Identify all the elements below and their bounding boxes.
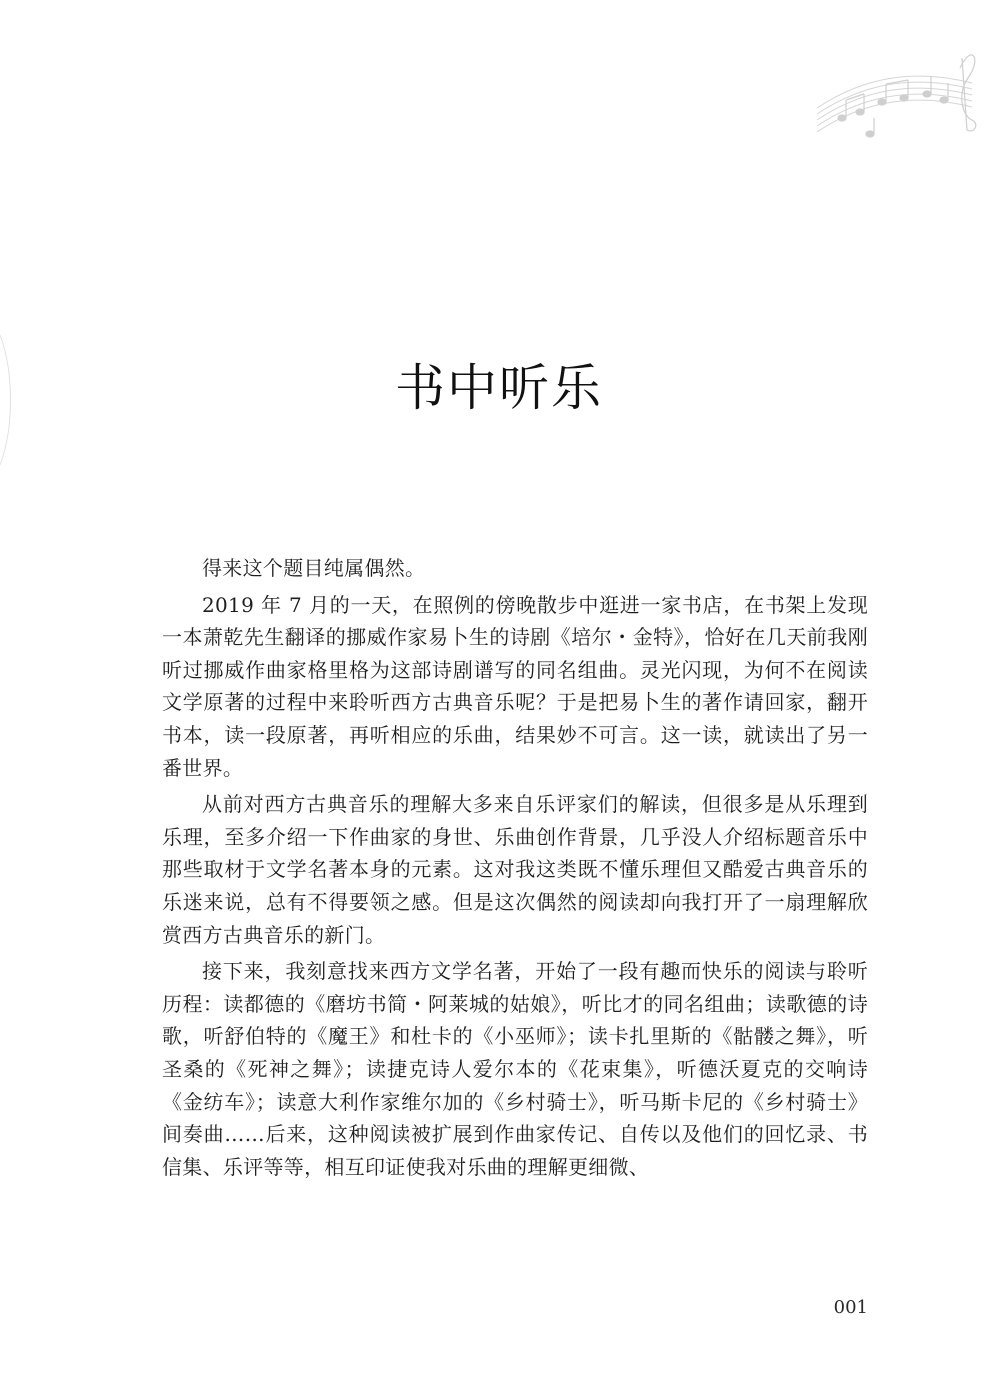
body-text	[162, 552, 868, 1183]
page-number: 001	[833, 1297, 868, 1318]
paragraph: 2019 年 7 月的一天，在照例的傍晚散步中逛进一家书店，在书架上发现一本萧乾先生翻译的挪威作家易卜生的诗剧《培尔・金特》，恰好在几天前我刚听过挪威作曲家格里格为这部诗剧谱写的同名组曲。灵光闪现，为何不在阅读文学原著的过程中来聆听西方古典音乐呢？于是把易卜生的著作请回家，翻开书本，读一段原著，再听相应的乐曲，结果妙不可言。这一读，就读出了另一番世界。	[162, 592, 868, 780]
music-staff-notes-icon	[812, 38, 982, 168]
chapter-title: 书中听乐	[395, 359, 603, 417]
paragraph: 得来这个题目纯属偶然。	[202, 556, 426, 580]
paragraph: 接下来，我刻意找来西方文学名著，开始了一段有趣而快乐的阅读与聆听历程：读都德的《磨坊书简・阿莱城的姑娘》，听比才的同名组曲；读歌德的诗歌，听舒伯特的《魔王》和杜卡的《小巫师》；读卡扎里斯的《骷髅之舞》，听圣桑的《死神之舞》；读捷克诗人爱尔本的《花束集》，听德沃夏克的交响诗《金纺车》；读意大利作家维尔加的《乡村骑士》，听马斯卡尼的《乡村骑士》间奏曲……后来，这种阅读被扩展到作曲家传记、自传以及他们的回忆录、书信集、乐评等等，相互印证使我对乐曲的理解更细微、	[162, 959, 868, 1179]
paragraph: 从前对西方古典音乐的理解大多来自乐评家们的解读，但很多是从乐理到乐理，至多介绍一下作曲家的身世、乐曲创作背景，几乎没人介绍标题音乐中那些取材于文学名著本身的元素。这对我这类既不懂乐理但又酷爱古典音乐的乐迷来说，总有不得要领之感。但是这次偶然的阅读却向我打开了一扇理解欣赏西方古典音乐的新门。	[162, 792, 868, 947]
